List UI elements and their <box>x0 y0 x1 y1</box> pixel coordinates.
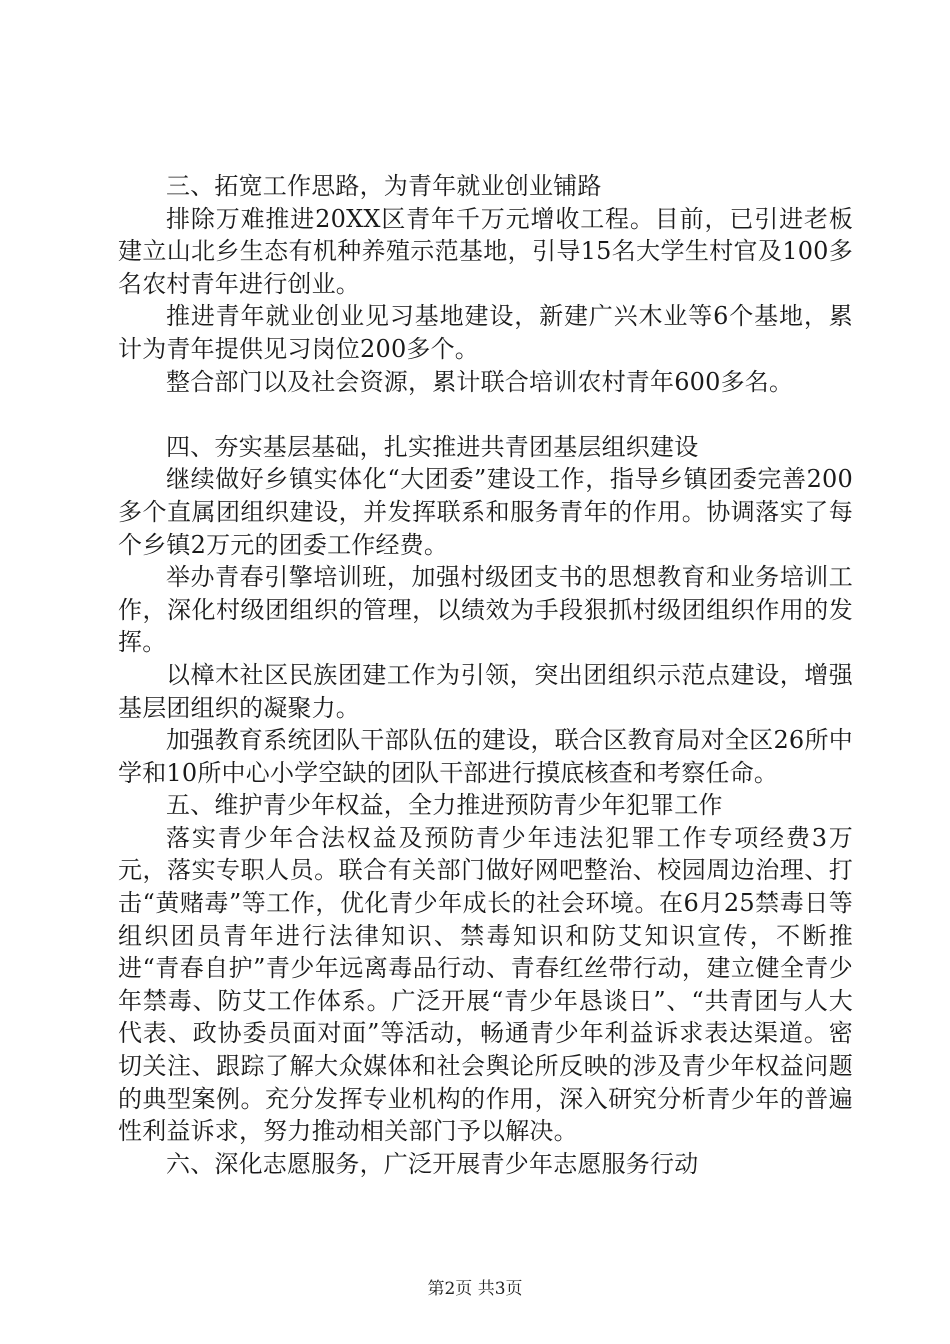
paragraph: 继续做好乡镇实体化“大团委”建设工作，指导乡镇团委完善200多个直属团组织建设，并发挥联系和服务青年的作用。协调落实了每个乡镇2万元的团委工作经费。 <box>118 465 853 559</box>
page-number-footer: 第2页 共3页 <box>427 1279 523 1299</box>
paragraph: 以樟木社区民族团建工作为引领，突出团组织示范点建设，增强基层团组织的凝聚力。 <box>118 660 853 722</box>
paragraph: 举办青春引擎培训班，加强村级团支书的思想教育和业务培训工作，深化村级团组织的管理，以绩效为手段狠抓村级团组织作用的发挥。 <box>118 563 853 657</box>
section-heading-6: 六、深化志愿服务，广泛开展青少年志愿服务行动 <box>166 1149 699 1178</box>
paragraph: 整合部门以及社会资源，累计联合培训农村青年600多名。 <box>166 367 794 396</box>
paragraph: 加强教育系统团队干部队伍的建设，联合区教育局对全区26所中学和10所中心小学空缺的团队干部进行摸底核查和考察任命。 <box>118 726 853 787</box>
document-body <box>118 170 853 1180</box>
paragraph: 排除万难推进20XX区青年千万元增收工程。目前，已引进老板建立山北乡生态有机种养殖示范基地，引导15名大学生村官及100多名农村青年进行创业。 <box>118 204 853 298</box>
section-heading-4: 四、夯实基层基础，扎实推进共青团基层组织建设 <box>166 432 699 461</box>
paragraph: 推进青年就业创业见习基地建设，新建广兴木业等6个基地，累计为青年提供见习岗位200多个。 <box>118 302 853 363</box>
blank-line <box>118 398 853 431</box>
section-heading-5: 五、维护青少年权益，全力推进预防青少年犯罪工作 <box>166 791 723 820</box>
section-heading-3: 三、拓宽工作思路，为青年就业创业铺路 <box>166 172 602 200</box>
paragraph: 落实青少年合法权益及预防青少年违法犯罪工作专项经费3万元，落实专职人员。联合有关部门做好网吧整治、校园周边治理、打击“黄赌毒”等工作，优化青少年成长的社会环境。在6月25禁毒日等组织团员青年进行法律知识、禁毒知识和防艾知识宣传，不断推进“青春自护”青少年远离毒品行动、青春红丝带行动，建立健全青少年禁毒、防艾工作体系。广泛开展“青少年恳谈日”、“共青团与人大代表、政协委员面对面”等活动，畅通青少年利益诉求表达渠道。密切关注、跟踪了解大众媒体和社会舆论所反映的涉及青少年权益问题的典型案例。充分发挥专业机构的作用，深入研究分析青少年的普遍性利益诉求，努力推动相关部门予以解决。 <box>118 823 853 1146</box>
